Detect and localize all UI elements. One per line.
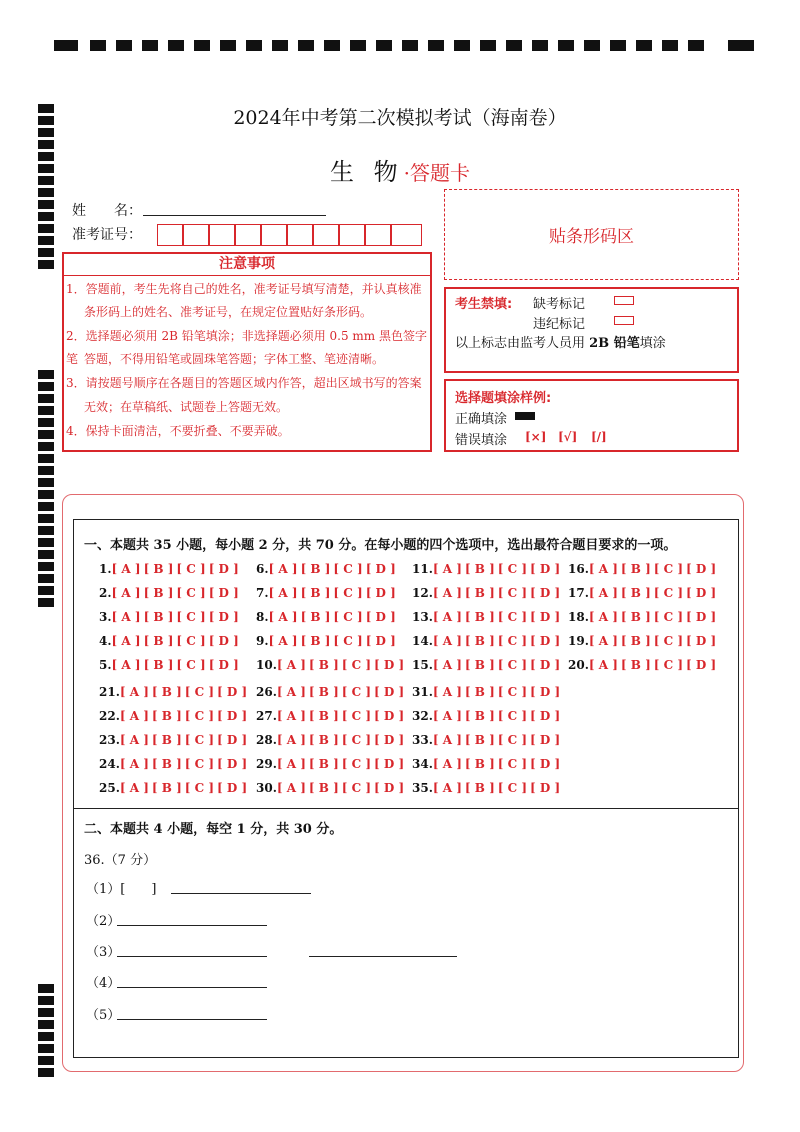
option-bubble[interactable]: [ C ] (176, 658, 206, 672)
question-19 (568, 634, 719, 648)
question-34 (412, 757, 563, 771)
sub-question-1: （1）[ ] (86, 882, 157, 897)
option-bubble[interactable]: [ B ] (464, 757, 495, 771)
option-bubble[interactable]: [ B ] (464, 658, 495, 672)
option-bubble[interactable]: [ A ] (276, 685, 306, 699)
question-number: 18. (568, 610, 589, 624)
option-bubble[interactable]: [ B ] (308, 658, 339, 672)
option-bubble[interactable]: [ B ] (464, 709, 495, 723)
option-bubble[interactable]: [ D ] (530, 562, 561, 576)
option-bubble[interactable]: [ B ] (464, 562, 495, 576)
option-bubble[interactable]: [ D ] (217, 781, 248, 795)
question-5 (99, 658, 242, 672)
option-bubble[interactable]: [ C ] (176, 634, 206, 648)
option-bubble[interactable]: [ A ] (268, 562, 298, 576)
question-number: 7. (256, 586, 269, 600)
option-bubble[interactable]: [ C ] (184, 781, 215, 795)
question-number: 22. (99, 709, 120, 723)
notice-item: 无效；在草稿纸、试题卷上答题无效。 (84, 400, 289, 414)
subject-dot: · (403, 161, 410, 185)
option-bubble[interactable]: [ A ] (111, 634, 141, 648)
question-33 (412, 733, 563, 747)
forbidden-note: 以上标志由监考人员用 2B 铅笔填涂 (455, 336, 666, 351)
option-bubble[interactable]: [ C ] (333, 610, 363, 624)
option-bubble[interactable]: [ D ] (530, 586, 561, 600)
option-bubble[interactable]: [ B ] (464, 634, 495, 648)
option-bubble[interactable]: [ D ] (374, 733, 405, 747)
option-bubble[interactable]: [ C ] (653, 586, 684, 600)
option-bubble[interactable]: [ B ] (620, 610, 651, 624)
question-number: 1. (99, 562, 112, 576)
option-bubble[interactable]: [ C ] (333, 586, 363, 600)
answer-line[interactable] (117, 956, 267, 957)
option-bubble[interactable]: [ D ] (374, 757, 405, 771)
sub-question-5: （5） (86, 1008, 121, 1023)
option-bubble[interactable]: [ A ] (119, 781, 149, 795)
question-8 (256, 610, 399, 624)
question-21 (99, 685, 250, 699)
option-bubble[interactable]: [ B ] (308, 733, 339, 747)
notice-item: 2．选择题必须用 2B 铅笔填涂；非选择题必须用 0.5 mm 黑色签字笔 (66, 329, 428, 366)
exam-id-label: 准考证号： (72, 227, 142, 243)
sub-question-3: （3） (86, 945, 121, 960)
option-bubble[interactable]: [ C ] (341, 733, 372, 747)
option-bubble[interactable]: [ D ] (530, 733, 561, 747)
notice-item: 3．请按题号顺序在各题目的答题区域内作答，超出区域书写的答案 (66, 376, 422, 390)
option-bubble[interactable]: [ B ] (308, 781, 339, 795)
sub-question-4: （4） (86, 976, 121, 991)
question-26 (256, 685, 407, 699)
option-bubble[interactable]: [ B ] (308, 709, 339, 723)
question-number: 5. (99, 658, 112, 672)
violation-mark[interactable] (614, 316, 634, 325)
question-36: 36.（7 分） (84, 853, 157, 868)
option-bubble[interactable]: [ A ] (268, 586, 298, 600)
option-bubble[interactable]: [ D ] (686, 610, 717, 624)
option-bubble[interactable]: [ C ] (184, 757, 215, 771)
question-number: 30. (256, 781, 277, 795)
option-bubble[interactable]: [ C ] (497, 781, 528, 795)
option-bubble[interactable]: [ B ] (464, 733, 495, 747)
option-bubble[interactable]: [ C ] (176, 610, 206, 624)
option-bubble[interactable]: [ C ] (184, 709, 215, 723)
option-bubble[interactable]: [ A ] (432, 733, 462, 747)
option-bubble[interactable]: [ D ] (374, 781, 405, 795)
notice-item: 答题，不得用铅笔或圆珠笔答题；字体工整、笔迹清晰。 (84, 352, 385, 366)
option-bubble[interactable]: [ B ] (143, 562, 174, 576)
question-number: 32. (412, 709, 433, 723)
option-bubble[interactable]: [ B ] (620, 634, 651, 648)
question-7 (256, 586, 399, 600)
option-bubble[interactable]: [ B ] (308, 757, 339, 771)
question-10 (256, 658, 407, 672)
question-number: 6. (256, 562, 269, 576)
option-bubble[interactable]: [ B ] (151, 781, 182, 795)
question-13 (412, 610, 563, 624)
question-2 (99, 586, 242, 600)
option-bubble[interactable]: [ D ] (365, 634, 396, 648)
option-bubble[interactable]: [ B ] (464, 586, 495, 600)
option-bubble[interactable]: [ B ] (464, 610, 495, 624)
option-bubble[interactable]: [ A ] (588, 562, 618, 576)
name-label: 姓 名： (72, 203, 142, 219)
question-number: 12. (412, 586, 433, 600)
option-bubble[interactable]: [ D ] (530, 610, 561, 624)
question-number: 35. (412, 781, 433, 795)
option-bubble[interactable]: [ D ] (208, 610, 239, 624)
option-bubble[interactable]: [ D ] (530, 658, 561, 672)
option-bubble[interactable]: [ D ] (365, 562, 396, 576)
question-6 (256, 562, 399, 576)
option-bubble[interactable]: [ C ] (341, 709, 372, 723)
question-number: 28. (256, 733, 277, 747)
answer-line[interactable] (117, 1019, 267, 1020)
question-number: 20. (568, 658, 589, 672)
option-bubble[interactable]: [ A ] (432, 781, 462, 795)
question-25 (99, 781, 250, 795)
option-bubble[interactable]: [ D ] (686, 634, 717, 648)
question-number: 31. (412, 685, 433, 699)
question-number: 11. (412, 562, 433, 576)
option-bubble[interactable]: [ D ] (208, 658, 239, 672)
wrong-mark: [×] (525, 430, 547, 444)
option-bubble[interactable]: [ B ] (151, 757, 182, 771)
subject-name: 生 物 (330, 158, 404, 186)
option-bubble[interactable]: [ B ] (143, 586, 174, 600)
wrong-label: 错误填涂 (455, 433, 508, 448)
option-bubble[interactable]: [ C ] (497, 685, 528, 699)
option-bubble[interactable]: [ A ] (432, 685, 462, 699)
option-bubble[interactable]: [ A ] (111, 562, 141, 576)
option-bubble[interactable]: [ C ] (184, 685, 215, 699)
option-bubble[interactable]: [ A ] (111, 586, 141, 600)
question-17 (568, 586, 719, 600)
question-12 (412, 586, 563, 600)
option-bubble[interactable]: [ C ] (653, 634, 684, 648)
question-35 (412, 781, 563, 795)
question-30 (256, 781, 407, 795)
answer-line[interactable] (309, 956, 457, 957)
question-24 (99, 757, 250, 771)
answer-line[interactable] (171, 893, 311, 894)
question-3 (99, 610, 242, 624)
option-bubble[interactable]: [ B ] (620, 562, 651, 576)
wrong-mark: [/] (591, 430, 607, 444)
option-bubble[interactable]: [ D ] (208, 562, 239, 576)
option-bubble[interactable]: [ B ] (300, 562, 331, 576)
question-22 (99, 709, 250, 723)
option-bubble[interactable]: [ C ] (497, 733, 528, 747)
answer-line[interactable] (117, 987, 267, 988)
question-20 (568, 658, 719, 672)
option-bubble[interactable]: [ D ] (217, 685, 248, 699)
option-bubble[interactable]: [ C ] (341, 685, 372, 699)
notice-item: 条形码上的姓名、准考证号，在规定位置贴好条形码。 (84, 305, 373, 319)
option-bubble[interactable]: [ D ] (217, 709, 248, 723)
sub-question-2: （2） (86, 914, 121, 929)
question-number: 17. (568, 586, 589, 600)
option-bubble[interactable]: [ C ] (497, 610, 528, 624)
option-bubble[interactable]: [ D ] (374, 709, 405, 723)
option-bubble[interactable]: [ A ] (432, 562, 462, 576)
question-number: 3. (99, 610, 112, 624)
option-bubble[interactable]: [ B ] (143, 658, 174, 672)
option-bubble[interactable]: [ C ] (653, 610, 684, 624)
option-bubble[interactable]: [ C ] (341, 658, 372, 672)
option-bubble[interactable]: [ A ] (276, 709, 306, 723)
absent-label: 缺考标记 (533, 297, 586, 312)
question-14 (412, 634, 563, 648)
option-bubble[interactable]: [ C ] (333, 634, 363, 648)
question-number: 19. (568, 634, 589, 648)
wrong-mark: [√] (558, 430, 578, 444)
subject-title (0, 152, 800, 187)
option-bubble[interactable]: [ C ] (176, 586, 206, 600)
option-bubble[interactable]: [ C ] (341, 781, 372, 795)
question-9 (256, 634, 399, 648)
option-bubble[interactable]: [ D ] (530, 781, 561, 795)
option-bubble[interactable]: [ D ] (217, 733, 248, 747)
option-bubble[interactable]: [ B ] (151, 685, 182, 699)
option-bubble[interactable]: [ C ] (333, 562, 363, 576)
option-bubble[interactable]: [ D ] (217, 757, 248, 771)
option-bubble[interactable]: [ D ] (686, 586, 717, 600)
question-28 (256, 733, 407, 747)
option-bubble[interactable]: [ D ] (374, 658, 405, 672)
option-bubble[interactable]: [ B ] (620, 586, 651, 600)
option-bubble[interactable]: [ A ] (119, 733, 149, 747)
option-bubble[interactable]: [ A ] (588, 586, 618, 600)
option-bubble[interactable]: [ D ] (530, 757, 561, 771)
option-bubble[interactable]: [ A ] (276, 658, 306, 672)
correct-label: 正确填涂 (455, 412, 508, 427)
notice-heading: 注意事项 (62, 252, 432, 276)
option-bubble[interactable]: [ A ] (432, 757, 462, 771)
option-bubble[interactable]: [ A ] (588, 658, 618, 672)
option-bubble[interactable]: [ C ] (341, 757, 372, 771)
question-16 (568, 562, 719, 576)
question-number: 23. (99, 733, 120, 747)
question-number: 25. (99, 781, 120, 795)
option-bubble[interactable]: [ B ] (308, 685, 339, 699)
option-bubble[interactable]: [ C ] (497, 634, 528, 648)
option-bubble[interactable]: [ C ] (184, 733, 215, 747)
option-bubble[interactable]: [ A ] (111, 610, 141, 624)
question-29 (256, 757, 407, 771)
option-bubble[interactable]: [ A ] (268, 610, 298, 624)
question-27 (256, 709, 407, 723)
option-bubble[interactable]: [ B ] (151, 733, 182, 747)
name-field[interactable] (143, 215, 326, 216)
option-bubble[interactable]: [ D ] (530, 685, 561, 699)
option-bubble[interactable]: [ A ] (119, 709, 149, 723)
question-number: 14. (412, 634, 433, 648)
question-number: 34. (412, 757, 433, 771)
question-number: 15. (412, 658, 433, 672)
part2-title: 二、本题共 4 小题，每空 1 分，共 30 分。 (84, 822, 343, 837)
question-number: 9. (256, 634, 269, 648)
question-15 (412, 658, 563, 672)
option-bubble[interactable]: [ A ] (432, 658, 462, 672)
option-bubble[interactable]: [ A ] (432, 634, 462, 648)
question-number: 33. (412, 733, 433, 747)
question-31 (412, 685, 563, 699)
option-bubble[interactable]: [ D ] (365, 586, 396, 600)
option-bubble[interactable]: [ D ] (208, 586, 239, 600)
answer-card-label: 答题卡 (410, 161, 470, 185)
part2-box (73, 808, 739, 1058)
option-bubble[interactable]: [ A ] (119, 685, 149, 699)
option-bubble[interactable]: [ A ] (119, 757, 149, 771)
absent-mark[interactable] (614, 296, 634, 305)
option-bubble[interactable]: [ A ] (432, 586, 462, 600)
question-23 (99, 733, 250, 747)
option-bubble[interactable]: [ B ] (300, 634, 331, 648)
question-11 (412, 562, 563, 576)
question-4 (99, 634, 242, 648)
page-title: 2024年中考第二次模拟考试（海南卷） (233, 107, 567, 129)
option-bubble[interactable]: [ C ] (497, 757, 528, 771)
question-32 (412, 709, 563, 723)
option-bubble[interactable]: [ A ] (432, 709, 462, 723)
violation-label: 违纪标记 (533, 317, 586, 332)
barcode-label: 贴条形码区 (549, 227, 634, 247)
question-number: 26. (256, 685, 277, 699)
option-bubble[interactable]: [ C ] (497, 586, 528, 600)
option-bubble[interactable]: [ D ] (530, 634, 561, 648)
part1-title: 一、本题共 35 小题，每小题 2 分，共 70 分。在每小题的四个选项中，选出最符合题目要求的一项。 (84, 538, 677, 553)
option-bubble[interactable]: [ C ] (497, 658, 528, 672)
option-bubble[interactable]: [ D ] (686, 658, 717, 672)
question-number: 4. (99, 634, 112, 648)
option-bubble[interactable]: [ D ] (365, 610, 396, 624)
option-bubble[interactable]: [ B ] (143, 610, 174, 624)
question-number: 16. (568, 562, 589, 576)
option-bubble[interactable]: [ A ] (268, 634, 298, 648)
option-bubble[interactable]: [ A ] (276, 781, 306, 795)
notice-item: 4．保持卡面清洁，不要折叠、不要弄破。 (66, 424, 290, 438)
option-bubble[interactable]: [ B ] (464, 781, 495, 795)
question-number: 21. (99, 685, 120, 699)
option-bubble[interactable]: [ B ] (300, 586, 331, 600)
option-bubble[interactable]: [ B ] (464, 685, 495, 699)
question-18 (568, 610, 719, 624)
option-bubble[interactable]: [ D ] (374, 685, 405, 699)
sample-label: 选择题填涂样例: (455, 391, 552, 406)
option-bubble[interactable]: [ C ] (497, 562, 528, 576)
answer-line[interactable] (117, 925, 267, 926)
option-bubble[interactable]: [ A ] (276, 733, 306, 747)
question-number: 10. (256, 658, 277, 672)
option-bubble[interactable]: [ B ] (620, 658, 651, 672)
question-number: 8. (256, 610, 269, 624)
option-bubble[interactable]: [ C ] (653, 562, 684, 576)
option-bubble[interactable]: [ A ] (432, 610, 462, 624)
option-bubble[interactable]: [ B ] (143, 634, 174, 648)
question-number: 27. (256, 709, 277, 723)
option-bubble[interactable]: [ D ] (530, 709, 561, 723)
correct-fill-sample (515, 412, 535, 420)
question-number: 24. (99, 757, 120, 771)
question-1 (99, 562, 242, 576)
question-number: 13. (412, 610, 433, 624)
question-number: 2. (99, 586, 112, 600)
option-bubble[interactable]: [ C ] (176, 562, 206, 576)
option-bubble[interactable]: [ B ] (300, 610, 331, 624)
option-bubble[interactable]: [ C ] (497, 709, 528, 723)
notice-item: 1．答题前，考生先将自己的姓名，准考证号填写清楚，并认真核准 (66, 282, 422, 296)
option-bubble[interactable]: [ B ] (151, 709, 182, 723)
option-bubble[interactable]: [ A ] (588, 610, 618, 624)
forbidden-label: 考生禁填: (455, 297, 513, 312)
option-bubble[interactable]: [ A ] (111, 658, 141, 672)
question-number: 29. (256, 757, 277, 771)
option-bubble[interactable]: [ A ] (276, 757, 306, 771)
option-bubble[interactable]: [ D ] (208, 634, 239, 648)
option-bubble[interactable]: [ A ] (588, 634, 618, 648)
option-bubble[interactable]: [ D ] (686, 562, 717, 576)
option-bubble[interactable]: [ C ] (653, 658, 684, 672)
